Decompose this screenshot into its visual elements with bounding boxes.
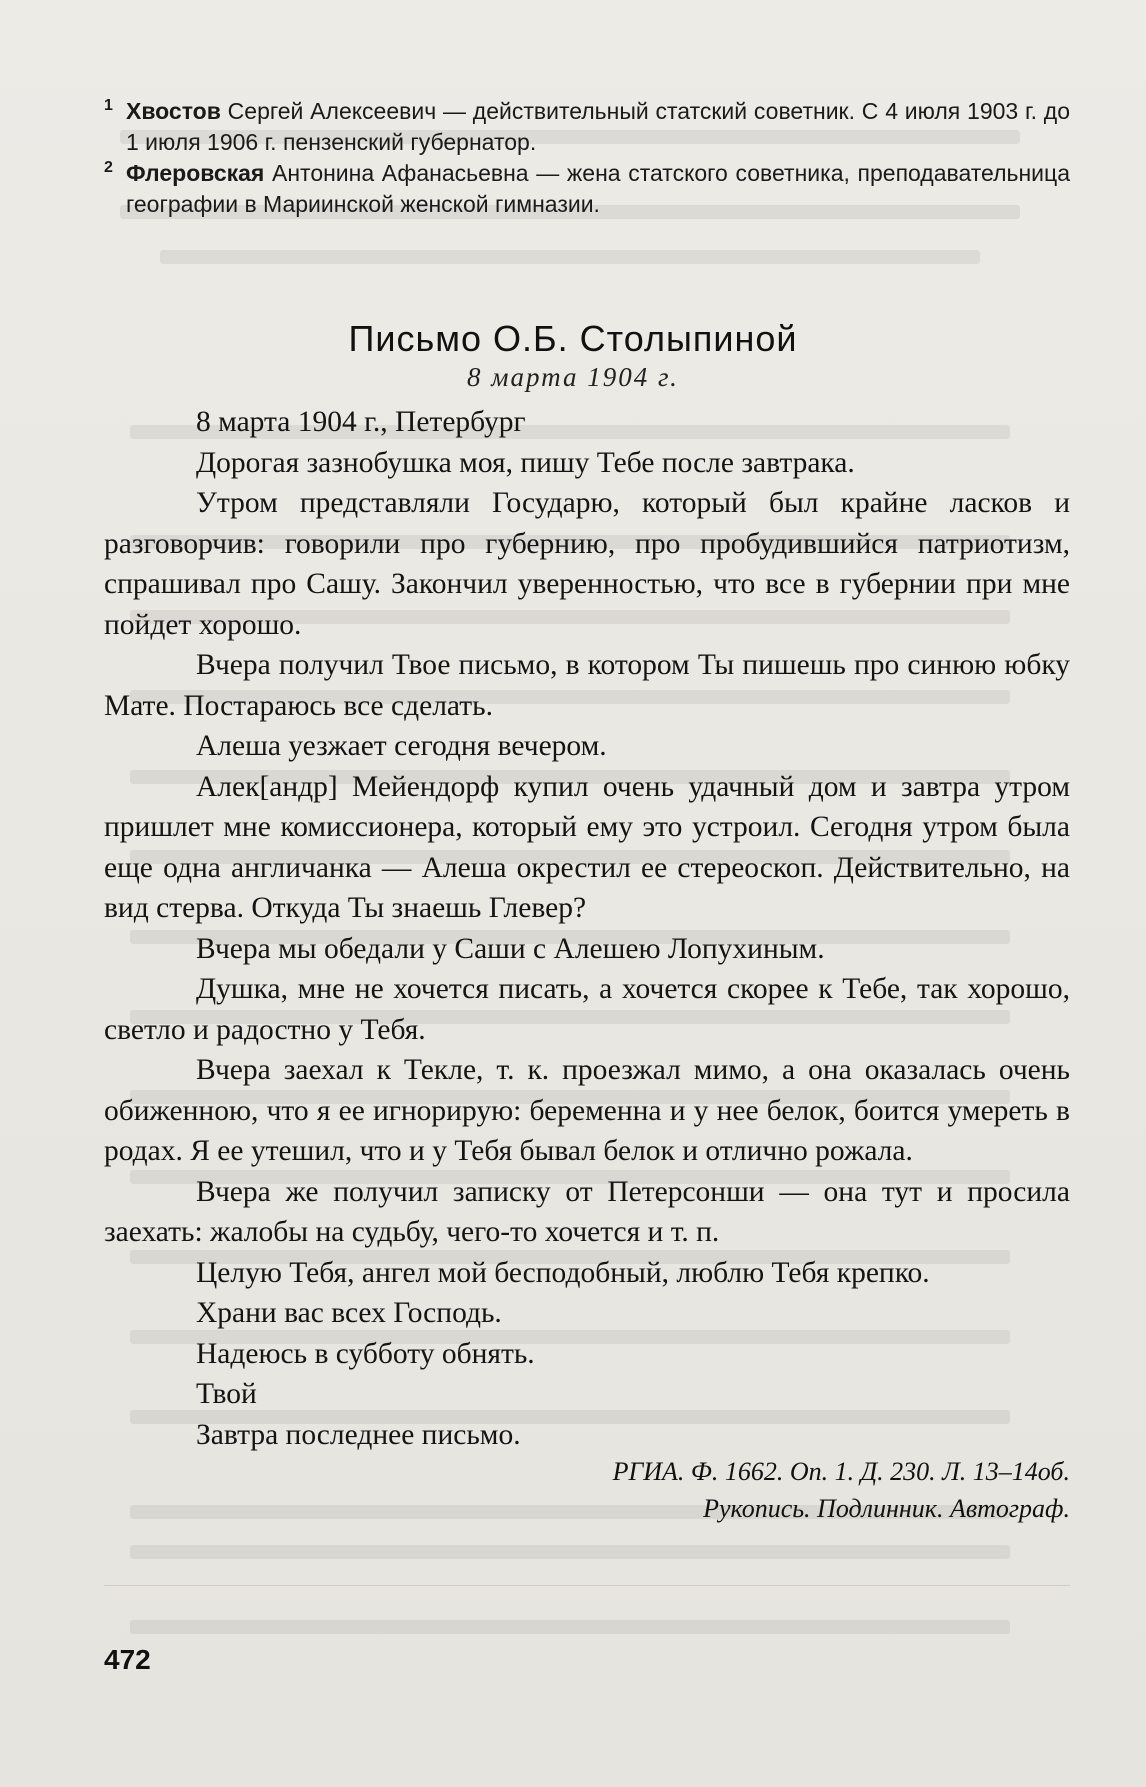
footnotes xyxy=(104,96,1070,220)
letter-paragraph: Утром представляли Государю, который был крайне ласков и разговорчив: говорили про губернию, про пробудившийся патриотизм, спрашивал про Сашу. Закончил уверенностью, что все в губернии при мне пойдет хорошо. xyxy=(104,487,1070,641)
footnote-text: Антонина Афанасьевна — жена статского советника, преподавательница географии в Мариинской женской гимназии. xyxy=(126,160,1070,217)
letter-paragraph: Твой xyxy=(196,1378,257,1410)
letter-date: 8 марта 1904 г. xyxy=(467,362,679,392)
letter-paragraph: Вчера заехал к Текле, т. к. проезжал мимо, а она оказалась очень обиженною, что я ее игнорирую: беременна и у нее белок, боится умереть в родах. Я ее утешил, что и у Тебя бывал белок и отлично рожала. xyxy=(104,1054,1070,1167)
letter-paragraph: Завтра последнее письмо. xyxy=(196,1418,521,1451)
footnote-1 xyxy=(104,96,1070,158)
letter-paragraph: Душка, мне не хочется писать, а хочется скорее к Тебе, так хорошо, светло и радостно у Тебя. xyxy=(104,973,1070,1046)
letter-paragraph: Вчера получил Твое письмо, в котором Ты пишешь про синюю юбку Мате. Постараюсь все сделать. xyxy=(104,649,1070,722)
letter-body xyxy=(104,402,1070,1455)
page-number: 472 xyxy=(104,1644,151,1675)
letter-paragraph: Дорогая зазнобушка моя, пишу Тебе после завтрака. xyxy=(196,446,855,479)
archive-note: Рукопись. Подлинник. Автограф. xyxy=(703,1494,1070,1523)
letter-paragraph: Надеюсь в субботу обнять. xyxy=(196,1337,535,1370)
letter-paragraph: Алеша уезжает сегодня вечером. xyxy=(196,730,607,762)
footer-rule xyxy=(104,1585,1070,1586)
footnote-mark: 1 xyxy=(104,97,113,114)
letter-paragraph: Алек[андр] Мейендорф купил очень удачный дом и завтра утром пришлет мне комиссионера, который ему это устроил. Сегодня утром была еще одна англичанка — Алеша окрестил ее стереоскоп. Действительно, на вид стерва. Откуда Ты знаешь Глевер? xyxy=(104,770,1070,924)
footnote-2 xyxy=(104,158,1070,220)
footnote-mark: 2 xyxy=(104,159,113,176)
letter-paragraph: Храни вас всех Господь. xyxy=(196,1297,502,1329)
footnote-name: Хвостов xyxy=(126,98,221,124)
footnote-name: Флеровская xyxy=(126,160,265,186)
letter-paragraph: 8 марта 1904 г., Петербург xyxy=(196,406,526,438)
footnote-text: Сергей Алексеевич — действительный статский советник. С 4 июля 1903 г. до 1 июля 1906 г. пензенский губернатор. xyxy=(126,98,1070,155)
letter-heading: Письмо О.Б. Столыпиной xyxy=(348,318,798,359)
archive-reference: РГИА. Ф. 1662. Оп. 1. Д. 230. Л. 13–14об. xyxy=(612,1457,1070,1486)
letter-paragraph: Вчера же получил записку от Петерсонши — она тут и просила заехать: жалобы на судьбу, чего-то хочется и т. п. xyxy=(104,1175,1070,1248)
letter-paragraph: Целую Тебя, ангел мой бесподобный, люблю Тебя крепко. xyxy=(196,1256,930,1289)
archive-citation xyxy=(613,1453,1070,1527)
letter-paragraph: Вчера мы обедали у Саши с Алешею Лопухиным. xyxy=(196,932,825,965)
